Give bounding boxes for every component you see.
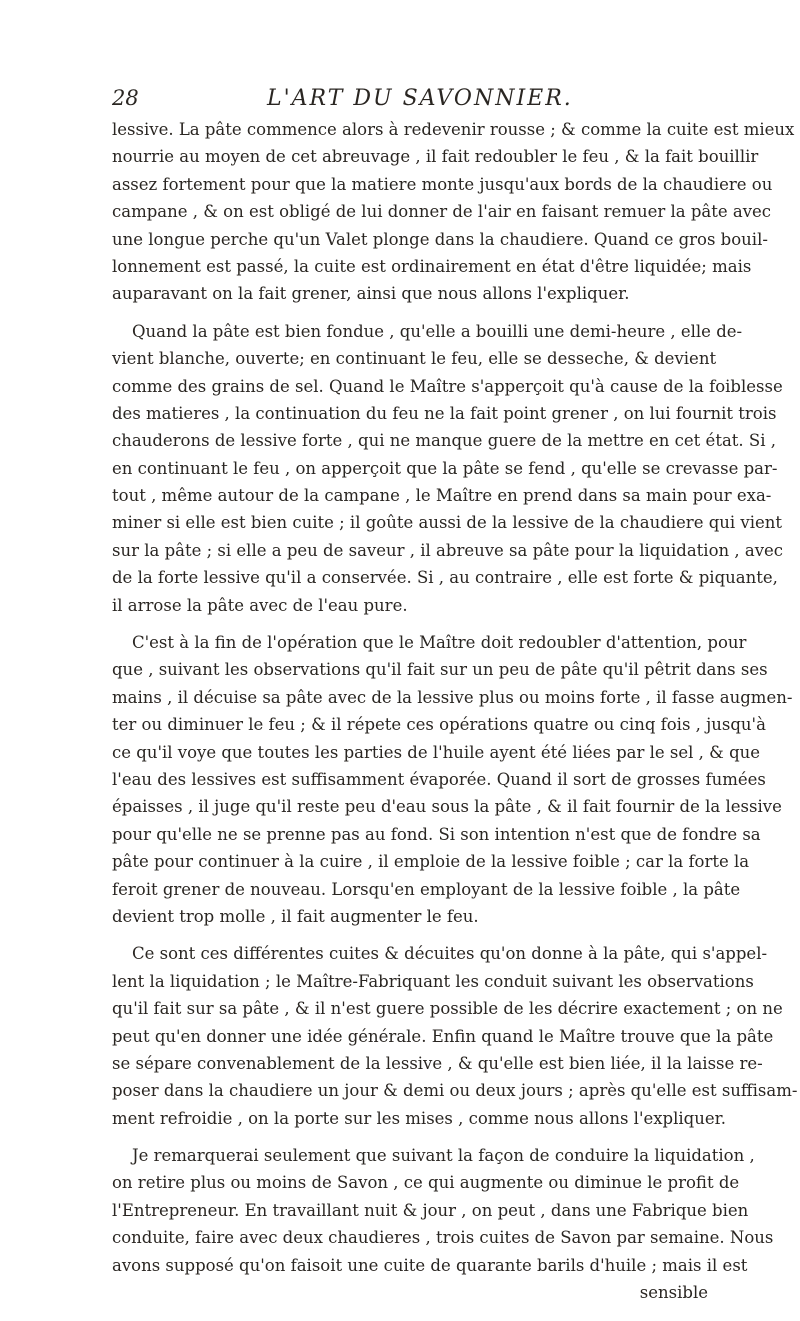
text-line: l'eau des lessives est suffisamment évaporée. Quand il sort de grosses fumées [112, 769, 766, 789]
paragraph [112, 629, 793, 930]
text-line: pour qu'elle ne se prenne pas au fond. Si son intention n'est que de fondre sa [112, 824, 761, 844]
text-line: poser dans la chaudiere un jour & demi ou deux jours ; après qu'elle est suffisam- [112, 1081, 798, 1101]
text-line: Quand la pâte est bien fondue , qu'elle a bouilli une demi-heure , elle de- [132, 321, 743, 341]
paragraph [112, 1142, 774, 1306]
text-line: que , suivant les observations qu'il fait sur un peu de pâte qu'il pêtrit dans ses [112, 660, 768, 680]
text-line: ter ou diminuer le feu ; & il répete ces opérations quatre ou cinq fois , jusqu'à [112, 715, 766, 735]
text-line: assez fortement pour que la matiere monte jusqu'aux bords de la chaudiere ou [112, 174, 773, 194]
text-line: il arrose la pâte avec de l'eau pure. [112, 595, 408, 615]
text-line: feroit grener de nouveau. Lorsqu'en employant de la lessive foible , la pâte [112, 879, 741, 899]
text-line: tout , même autour de la campane , le Maître en prend dans sa main pour exa- [112, 486, 772, 506]
body-text [112, 116, 798, 1316]
text-line: chauderons de lessive forte , qui ne manque guere de la mettre en cet état. Si , [112, 431, 776, 451]
text-line: sur la pâte ; si elle a peu de saveur , il abreuve sa pâte pour la liquidation , avec [112, 540, 784, 560]
text-line: auparavant on la fait grener, ainsi que nous allons l'expliquer. [112, 284, 630, 304]
text-line: nourrie au moyen de cet abreuvage , il fait redoubler le feu , & la fait bouillir [112, 147, 759, 167]
text-line: mains , il décuise sa pâte avec de la lessive plus ou moins forte , il fasse augmen- [112, 687, 793, 707]
text-line: l'Entrepreneur. En travaillant nuit & jour , on peut , dans une Fabrique bien [112, 1200, 749, 1220]
text-line: de la forte lessive qu'il a conservée. Si , au contraire , elle est forte & piquante, [112, 568, 778, 588]
paragraph [112, 116, 795, 308]
text-line: lonnement est passé, la cuite est ordinairement en état d'être liquidée; mais [112, 256, 752, 276]
text-line: Je remarquerai seulement que suivant la façon de conduire la liquidation , [132, 1146, 755, 1166]
text-line: avons supposé qu'on faisoit une cuite de quarante barils d'huile ; mais il est [112, 1255, 748, 1275]
paragraph [112, 940, 798, 1132]
text-line: peut qu'en donner une idée générale. Enfin quand le Maître trouve que la pâte [112, 1026, 774, 1046]
text-line: épaisses , il juge qu'il reste peu d'eau sous la pâte , & il fait fournir de la lessive [112, 797, 782, 817]
text-line: en continuant le feu , on apperçoit que la pâte se fend , qu'elle se crevasse par- [112, 458, 778, 478]
catchword: sensible [639, 1283, 708, 1303]
page-number: 28 [112, 86, 139, 110]
text-line: lent la liquidation ; le Maître-Fabriquant les conduit suivant les observations [112, 971, 754, 991]
text-line: conduite, faire avec deux chaudieres , trois cuites de Savon par semaine. Nous [112, 1228, 774, 1248]
text-line: miner si elle est bien cuite ; il goûte aussi de la lessive de la chaudiere qui vient [112, 513, 783, 533]
text-line: se sépare convenablement de la lessive , & qu'elle est bien liée, il la laisse re- [112, 1053, 763, 1073]
text-line: ce qu'il voye que toutes les parties de l'huile ayent été liées par le sel , & que [112, 742, 761, 762]
text-line: ment refroidie , on la porte sur les mises , comme nous allons l'expliquer. [112, 1108, 726, 1128]
text-line: qu'il fait sur sa pâte , & il n'est guere possible de les décrire exactement ; on ne [112, 999, 783, 1019]
text-line: vient blanche, ouverte; en continuant le feu, elle se desseche, & devient [112, 349, 717, 369]
text-line: campane , & on est obligé de lui donner de l'air en faisant remuer la pâte avec [112, 202, 772, 222]
text-line: pâte pour continuer à la cuire , il emploie de la lessive foible ; car la forte la [112, 852, 750, 872]
text-line: des matieres , la continuation du feu ne la fait point grener , on lui fournit trois [112, 403, 777, 423]
text-line: on retire plus ou moins de Savon , ce qui augmente ou diminue le profit de [112, 1173, 740, 1193]
text-line: une longue perche qu'un Valet plonge dans la chaudiere. Quand ce gros bouil- [112, 229, 768, 249]
text-line: devient trop molle , il fait augmenter le feu. [112, 906, 479, 926]
text-line: Ce sont ces différentes cuites & décuites qu'on donne à la pâte, qui s'appel- [132, 944, 768, 964]
text-line: comme des grains de sel. Quand le Maître s'apperçoit qu'à cause de la foiblesse [112, 376, 783, 396]
running-title: L'ART DU SAVONNIER. [267, 86, 573, 111]
paragraph [112, 318, 784, 619]
text-line: C'est à la fin de l'opération que le Maître doit redoubler d'attention, pour [132, 633, 747, 653]
text-line: lessive. La pâte commence alors à redevenir rousse ; & comme la cuite est mieux [112, 120, 795, 139]
